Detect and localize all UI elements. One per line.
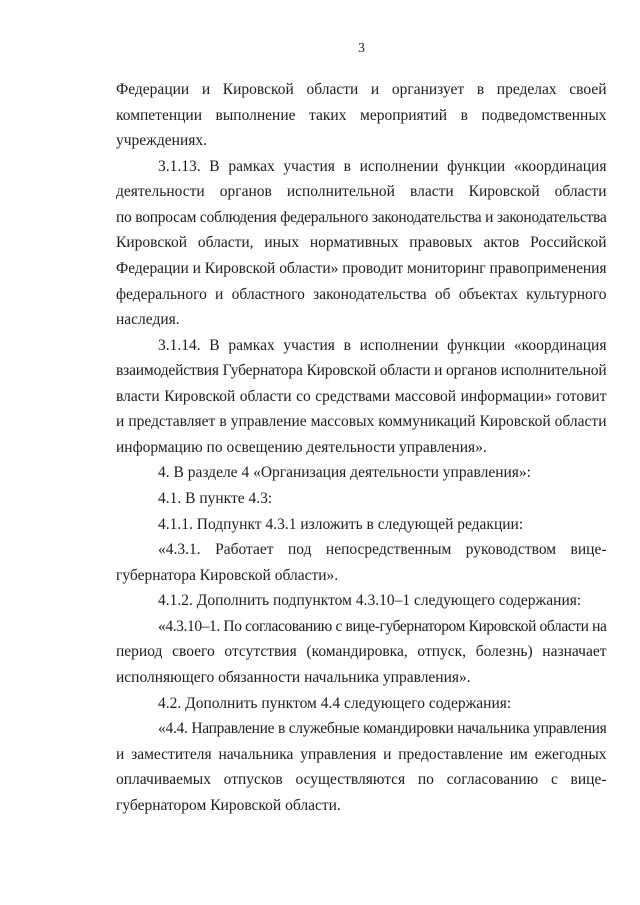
text-line: 4. В разделе 4 «Организация деятельности управления»:	[158, 464, 531, 482]
text-line: и представляет в управление массовых коммуникаций Кировской области	[116, 413, 607, 431]
text-line: «4.3.1. Работает под непосредственным руководством вице-	[158, 541, 607, 559]
text-line: «4.3.10–1. По согласованию с вице-губернатором Кировской области на	[158, 617, 607, 635]
text-line: 4.1.2. Дополнить подпунктом 4.3.10–1 следующего содержания:	[158, 592, 582, 610]
paragraph-4-1-1	[116, 512, 607, 538]
text-line: губернатором Кировской области.	[116, 796, 341, 814]
paragraph-quote-4-4	[116, 716, 607, 818]
paragraph-3-1-13	[116, 154, 607, 333]
text-line: федерального и областного законодательства об объектах культурного	[116, 285, 607, 303]
text-line: 4.1. В пункте 4.3:	[158, 490, 273, 507]
text-line: по вопросам соблюдения федерального законодательства и законодательства	[116, 208, 607, 226]
text-line: период своего отсутствия (командировка, отпуск, болезнь) назначает	[116, 643, 607, 661]
paragraph-4-1-2	[116, 588, 607, 614]
text-line: исполняющего обязанности начальника управления».	[116, 668, 471, 686]
text-line: информацию по освещению деятельности управления».	[116, 438, 487, 456]
text-line: 3.1.13. В рамках участия в исполнении функции «координация	[158, 157, 607, 175]
text-line: власти Кировской области со средствами массовой информации» готовит	[116, 387, 607, 405]
paragraph-4	[116, 460, 607, 486]
text-line: наследия.	[116, 311, 180, 329]
paragraph-continuation	[116, 77, 607, 154]
page-number: 3	[358, 40, 365, 55]
text-line: Федерации и Кировской области» проводит мониторинг правоприменения	[116, 259, 607, 277]
text-line: 3.1.14. В рамках участия в исполнении функции «координация	[158, 336, 607, 354]
text-line: и заместителя начальника управления и предоставление им ежегодных	[116, 745, 607, 763]
text-line: деятельности органов исполнительной власти Кировской области	[116, 183, 607, 201]
text-line: учреждениях.	[116, 132, 207, 150]
text-line: компетенции выполнение таких мероприятий в подведомственных	[116, 106, 607, 124]
text-line: оплачиваемых отпусков осуществляются по согласованию с вице-	[116, 771, 607, 789]
text-line: Федерации и Кировской области и организует в пределах своей	[116, 81, 607, 98]
paragraph-quote-4-3-1	[116, 537, 607, 588]
paragraph-3-1-14	[116, 333, 607, 461]
paragraph-quote-4-3-10-1	[116, 614, 607, 691]
paragraph-4-2	[116, 691, 607, 717]
text-line: «4.4. Направление в служебные командировки начальника управления	[158, 720, 607, 738]
text-line: губернатора Кировской области».	[116, 566, 339, 584]
text-line: взаимодействия Губернатора Кировской области и органов исполнительной	[116, 362, 607, 380]
document-body	[116, 77, 607, 818]
text-line: 4.1.1. Подпункт 4.3.1 изложить в следующей редакции:	[158, 515, 524, 533]
text-line: Кировской области, иных нормативных правовых актов Российской	[116, 234, 607, 252]
paragraph-4-1	[116, 486, 607, 512]
text-line: 4.2. Дополнить пунктом 4.4 следующего содержания:	[158, 694, 512, 712]
